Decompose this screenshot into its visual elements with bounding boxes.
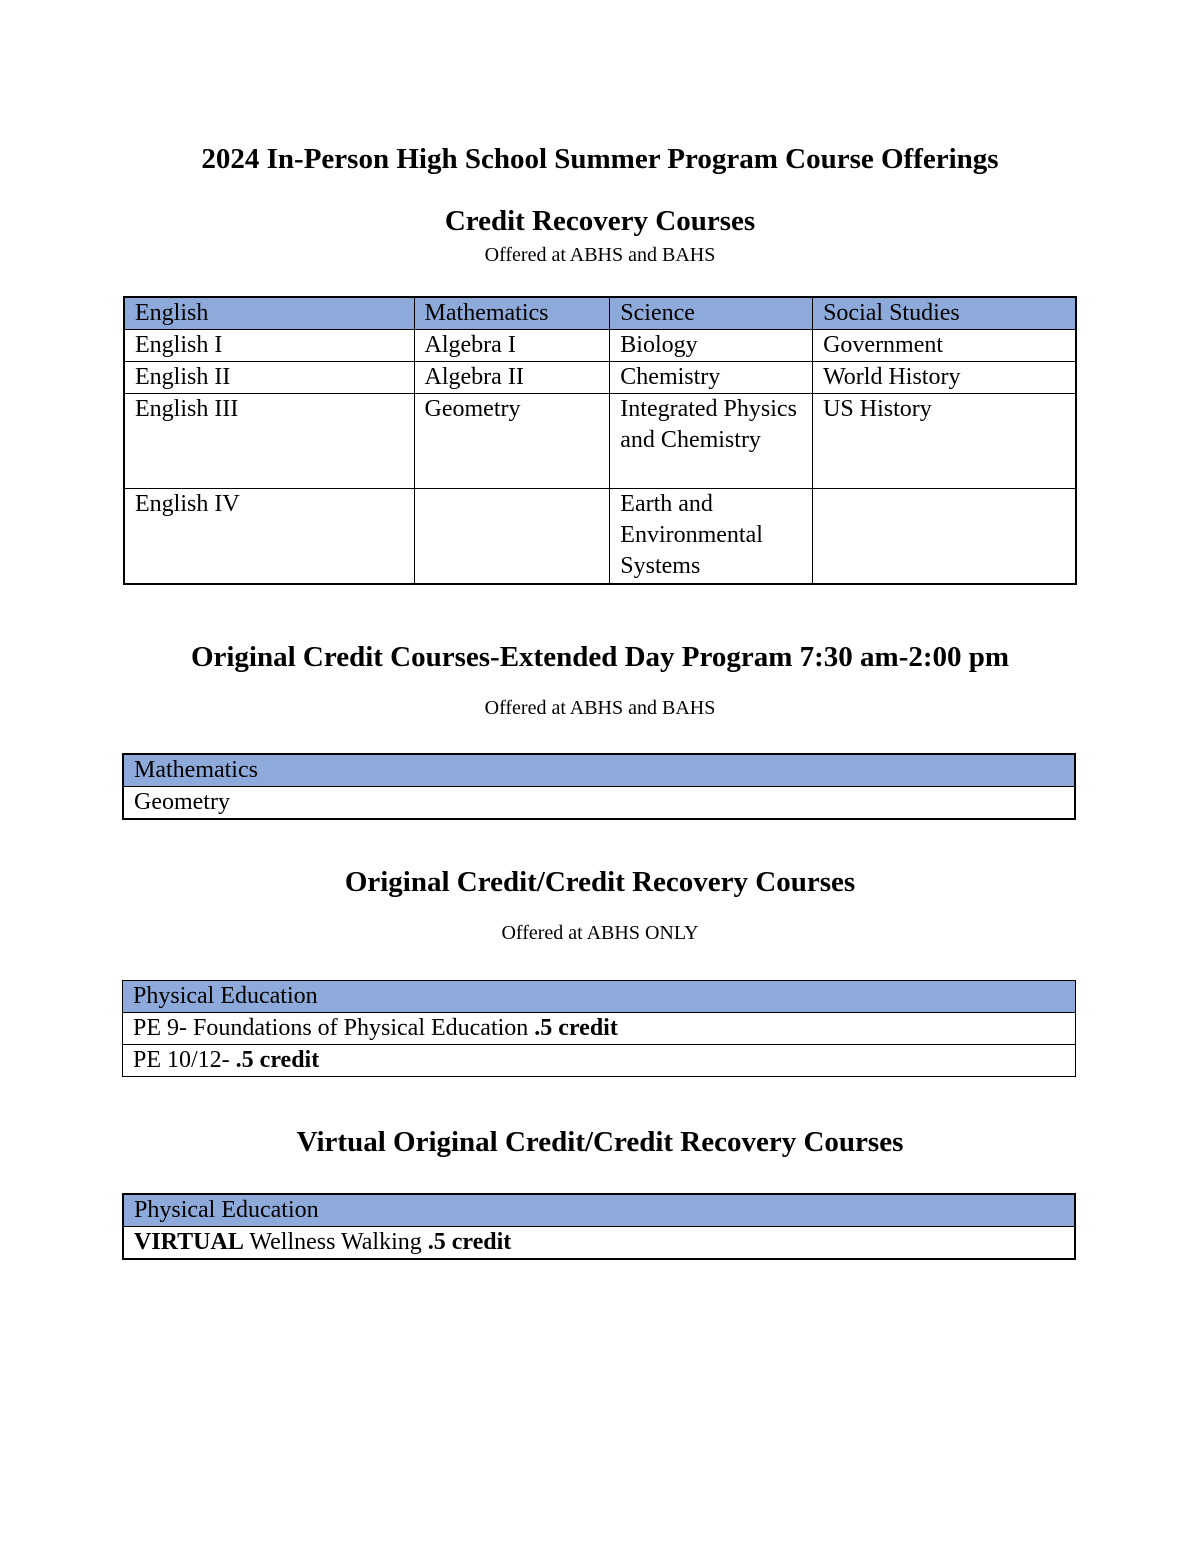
credit-text: .5 credit: [534, 1015, 618, 1041]
table-cell: English I: [124, 330, 414, 362]
table-cell: Geometry: [123, 787, 1075, 820]
extended-day-table: [122, 753, 1076, 820]
section-subheading-credit-recovery: Offered at ABHS and BAHS: [484, 244, 716, 266]
course-text: PE 9- Foundations of Physical Education: [133, 1015, 535, 1041]
column-header: Science: [610, 297, 813, 330]
table-cell: Chemistry: [610, 362, 813, 394]
table-cell: Geometry: [414, 394, 610, 489]
table-row: [124, 489, 1076, 585]
virtual-label: VIRTUAL: [134, 1229, 244, 1255]
table-cell: Algebra II: [414, 362, 610, 394]
credit-recovery-table: [123, 296, 1077, 585]
course-text: Wellness Walking: [243, 1229, 428, 1255]
section-subheading-original-credit: Offered at ABHS ONLY: [501, 922, 699, 944]
credit-text: .5 credit: [427, 1229, 512, 1255]
table-cell: Algebra I: [414, 330, 610, 362]
physical-education-table: [122, 980, 1076, 1077]
table-cell: English III: [124, 394, 414, 489]
column-header: English: [124, 297, 414, 330]
table-cell: English IV: [124, 489, 414, 585]
table-row: [124, 330, 1076, 362]
column-header: Mathematics: [414, 297, 610, 330]
page-title: 2024 In-Person High School Summer Program Course Offerings: [201, 143, 999, 175]
section-subheading-extended-day: Offered at ABHS and BAHS: [484, 697, 716, 719]
column-header: Mathematics: [123, 754, 1075, 787]
table-cell: English II: [124, 362, 414, 394]
table-cell: Integrated Physics and Chemistry: [610, 394, 813, 489]
table-header-row: [123, 1194, 1075, 1227]
table-row: [123, 1013, 1076, 1045]
column-header: Physical Education: [123, 1194, 1075, 1227]
section-heading-extended-day: Original Credit Courses-Extended Day Program 7:30 am-2:00 pm: [190, 641, 1010, 673]
credit-text: .5 credit: [235, 1047, 320, 1073]
table-cell: [123, 1045, 1076, 1077]
column-header: Social Studies: [813, 297, 1076, 330]
table-row: [123, 787, 1075, 820]
table-cell: [123, 1227, 1075, 1260]
table-header-row: [123, 981, 1076, 1013]
section-heading-credit-recovery: Credit Recovery Courses: [444, 205, 756, 237]
column-header: Physical Education: [123, 981, 1076, 1013]
table-cell: [123, 1013, 1076, 1045]
section-heading-original-credit: Original Credit/Credit Recovery Courses: [344, 866, 856, 898]
table-header-row: [123, 754, 1075, 787]
course-text: PE 10/12-: [133, 1047, 236, 1073]
table-cell: World History: [813, 362, 1076, 394]
table-cell: [813, 489, 1076, 585]
table-row: [123, 1045, 1076, 1077]
table-row: [123, 1227, 1075, 1260]
table-cell: Biology: [610, 330, 813, 362]
section-heading-virtual: Virtual Original Credit/Credit Recovery Courses: [296, 1126, 904, 1158]
table-cell: Government: [813, 330, 1076, 362]
virtual-pe-table: [122, 1193, 1076, 1260]
table-cell: Earth and Environmental Systems: [610, 489, 813, 585]
table-row: [124, 394, 1076, 489]
table-header-row: [124, 297, 1076, 330]
table-cell: US History: [813, 394, 1076, 489]
table-cell: [414, 489, 610, 585]
table-row: [124, 362, 1076, 394]
